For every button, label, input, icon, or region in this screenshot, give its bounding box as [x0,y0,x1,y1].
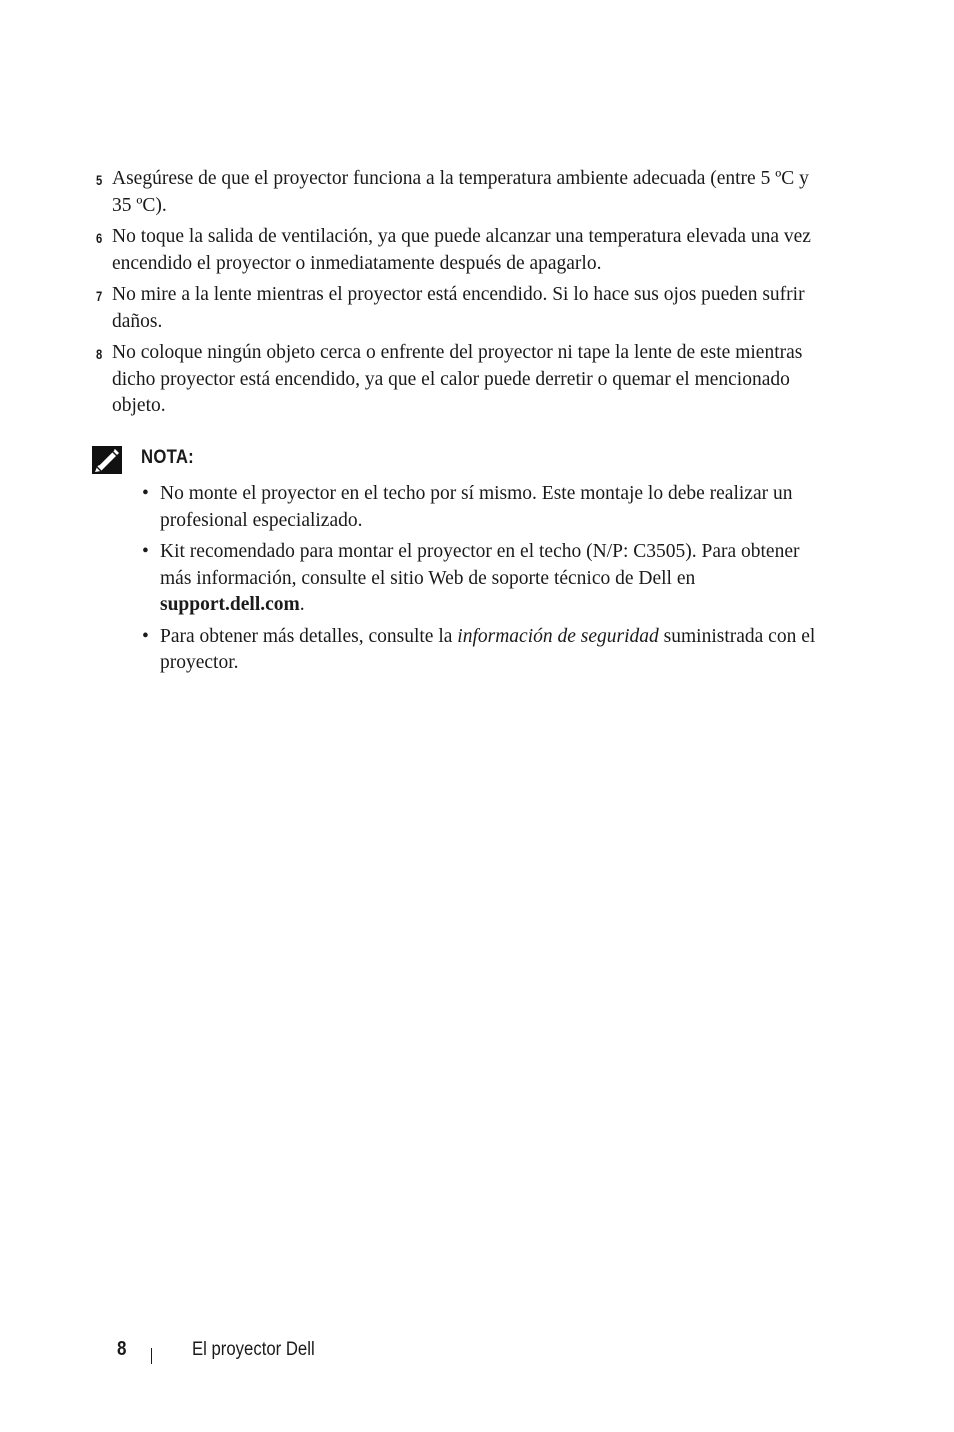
bullet-icon: • [142,541,149,562]
step-item [96,224,826,277]
footer-title: El proyector Dell [192,1339,315,1360]
note-label: NOTA: [141,447,195,468]
support-link[interactable]: support.dell.com [160,594,300,615]
bullet-text: No monte el proyector en el techo por sí mismo. Este montaje lo debe realizar un profesional especializado. [160,483,793,531]
bullet-icon: • [142,625,149,647]
page-footer [0,1336,954,1368]
bullet-text-end: suministrada con el proyector. [160,625,816,673]
step-text: Asegúrese de que el proyector funciona a la temperatura ambiente adecuada (entre 5 ºC y 35 ºC). [112,168,809,216]
step-text: No mire a la lente mientras el proyector está encendido. Si lo hace sus ojos pueden sufrir daños. [112,284,805,332]
emphasis-text: información de seguridad [457,625,659,647]
note-pencil-icon [92,446,122,474]
step-item [96,166,826,219]
bullet-text-end: . [299,594,305,615]
step-number: 7 [96,288,103,304]
list-item [92,624,832,677]
page-number: 8 [117,1338,127,1360]
note-header [92,444,832,476]
note-bullet-list [92,481,832,677]
bullet-text: Kit recomendado para montar el proyector en el techo (N/P: C3505). Para obtener más información, consulte el sitio Web de soporte técnico de Dell en [160,541,800,589]
footer-divider [151,1348,152,1364]
bullet-text: Para obtener más detalles, consulte la [160,625,458,647]
step-number: 6 [96,230,103,246]
step-number: 5 [96,172,103,188]
bullet-icon: • [142,483,149,504]
step-item [96,282,826,335]
step-item [96,340,826,420]
safety-steps-list [96,166,826,425]
note-box [92,444,832,682]
list-item [92,481,832,534]
step-text: No toque la salida de ventilación, ya que puede alcanzar una temperatura elevada una vez encendido el proyector o inmediatamente después de apagarlo. [112,226,811,274]
list-item [92,539,832,619]
step-number: 8 [96,346,103,362]
step-text: No coloque ningún objeto cerca o enfrente del proyector ni tape la lente de este mientras dicho proyector está encendido, ya que el calor puede derretir o quemar el mencionado objeto. [112,342,803,416]
